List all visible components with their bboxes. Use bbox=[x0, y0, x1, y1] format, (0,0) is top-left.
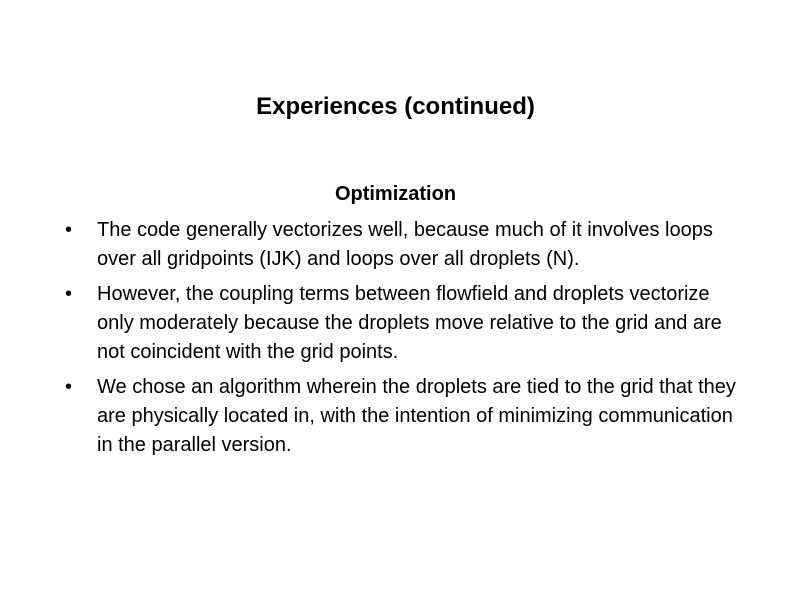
bullet-marker: • bbox=[65, 219, 73, 241]
bullet-text: The code generally vectorizes well, because much of it involves loops over all gridpoints (IJK) and loops over all droplets (N). bbox=[97, 219, 713, 270]
bullet-list bbox=[57, 216, 747, 466]
slide-title: Experiences (continued) bbox=[256, 93, 535, 120]
bullet-item bbox=[57, 280, 747, 367]
bullet-marker: • bbox=[65, 283, 73, 305]
bullet-marker: • bbox=[65, 376, 73, 398]
bullet-item bbox=[57, 216, 747, 274]
bullet-item bbox=[57, 373, 747, 460]
bullet-text: We chose an algorithm wherein the droplets are tied to the grid that they are physically located in, with the intention of minimizing communication in the parallel version. bbox=[97, 376, 736, 456]
bullet-text: However, the coupling terms between flowfield and droplets vectorize only moderately because the droplets move relative to the grid and are not coincident with the grid points. bbox=[97, 283, 722, 363]
slide-subtitle: Optimization bbox=[334, 183, 457, 205]
